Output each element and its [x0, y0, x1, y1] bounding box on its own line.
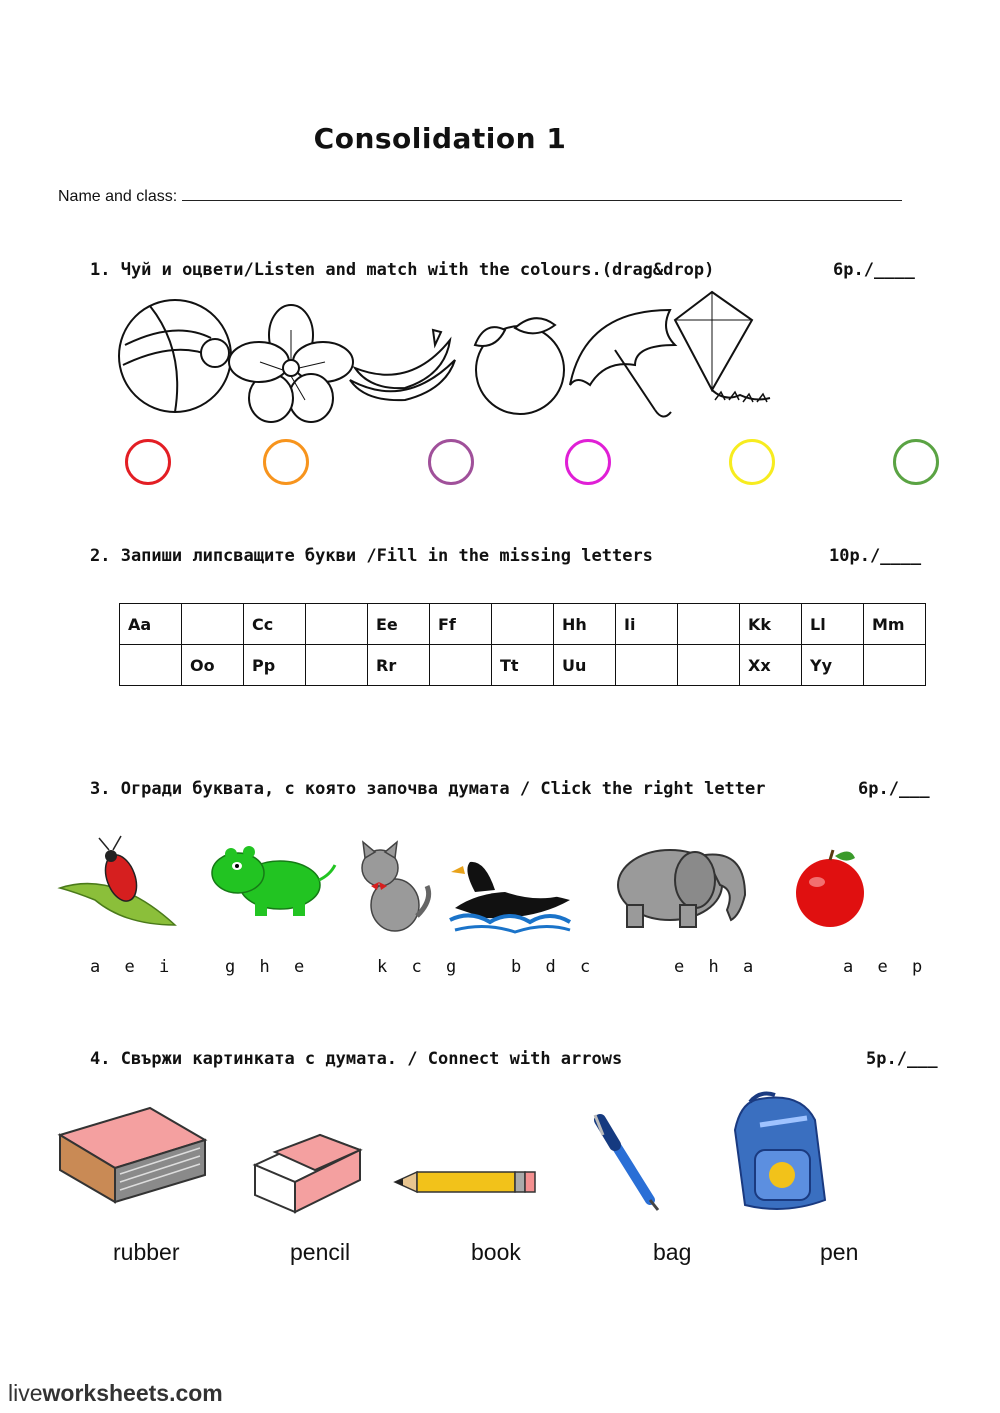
question-4-text: 4. Свържи картинката с думата. / Connect with arrows	[90, 1049, 623, 1069]
letter-blank[interactable]	[678, 604, 740, 645]
letter-cell: Kk	[740, 604, 802, 645]
word-4[interactable]: bag	[653, 1239, 692, 1265]
page-title: Consolidation 1	[313, 122, 567, 155]
word-3[interactable]: book	[471, 1239, 521, 1265]
question-2-text: 2. Запиши липсващите букви /Fill in the missing letters	[90, 546, 653, 566]
color-target-6[interactable]	[893, 439, 939, 485]
choice-group-5[interactable]: e h a	[674, 957, 754, 977]
letter-cell: Ii	[616, 604, 678, 645]
apple-icon	[796, 850, 864, 927]
letter-blank[interactable]	[616, 645, 678, 686]
bananas-icon	[350, 330, 455, 400]
letter-blank[interactable]	[120, 645, 182, 686]
kite-icon	[675, 292, 770, 402]
name-class-label: Name and class:	[58, 188, 178, 205]
question-3-points: 6p./___	[858, 779, 930, 799]
footer-logo	[8, 1380, 223, 1407]
letter-cell: Xx	[740, 645, 802, 686]
color-target-5[interactable]	[729, 439, 775, 485]
word-2[interactable]: pencil	[290, 1239, 351, 1265]
letter-cell: Cc	[244, 604, 306, 645]
choice-group-6[interactable]: a e p	[843, 957, 923, 977]
umbrella-icon	[570, 310, 675, 417]
question-2-points: 10p./____	[829, 546, 922, 566]
word-5[interactable]: pen	[820, 1239, 859, 1265]
letter-cell: Ee	[368, 604, 430, 645]
hippo-icon	[212, 846, 335, 916]
flower-icon	[229, 305, 353, 422]
question-4-pictures	[55, 1090, 845, 1220]
ladybug-icon	[60, 836, 175, 925]
ball-icon	[119, 300, 231, 412]
letter-blank[interactable]	[306, 645, 368, 686]
letter-cell: Hh	[554, 604, 616, 645]
question-1-text: 1. Чуй и оцвети/Listen and match with the colours.(drag&drop)	[90, 260, 715, 280]
alphabet-row-2	[120, 645, 926, 686]
orange-icon	[475, 318, 564, 414]
duck-icon	[450, 862, 570, 932]
letter-cell: Ff	[430, 604, 492, 645]
choice-group-1[interactable]: a e i	[90, 957, 170, 977]
name-class-line	[182, 186, 902, 201]
color-target-4[interactable]	[565, 439, 611, 485]
letter-cell: Yy	[802, 645, 864, 686]
pen-icon	[595, 1115, 658, 1210]
letter-blank[interactable]	[306, 604, 368, 645]
question-4-points: 5p./___	[866, 1049, 938, 1069]
question-1-points: 6p./____	[833, 260, 915, 280]
letter-cell: Ll	[802, 604, 864, 645]
choice-group-2[interactable]: g h e	[225, 957, 305, 977]
color-target-3[interactable]	[428, 439, 474, 485]
alphabet-table	[119, 603, 926, 686]
word-1[interactable]: rubber	[113, 1239, 180, 1265]
elephant-icon	[618, 850, 745, 927]
letter-cell: Aa	[120, 604, 182, 645]
color-target-2[interactable]	[263, 439, 309, 485]
letter-cell: Oo	[182, 645, 244, 686]
choice-group-4[interactable]: b d c	[511, 957, 591, 977]
rubber-icon	[255, 1135, 360, 1212]
alphabet-row-1	[120, 604, 926, 645]
question-3-text: 3. Огради буквата, с която започва думата / Click the right letter	[90, 779, 766, 799]
question-1-pictures	[115, 290, 785, 425]
question-3-pictures	[55, 830, 885, 940]
letter-cell: Pp	[244, 645, 306, 686]
letter-blank[interactable]	[430, 645, 492, 686]
footer-logo-prefix: live	[8, 1380, 43, 1406]
bag-icon	[735, 1094, 825, 1209]
footer-logo-brand: worksheets.com	[42, 1380, 223, 1406]
choice-group-3[interactable]: k c g	[377, 957, 457, 977]
letter-blank[interactable]	[864, 645, 926, 686]
book-icon	[60, 1108, 205, 1202]
letter-cell: Rr	[368, 645, 430, 686]
letter-cell: Mm	[864, 604, 926, 645]
cat-icon	[362, 842, 429, 931]
color-target-1[interactable]	[125, 439, 171, 485]
letter-cell: Uu	[554, 645, 616, 686]
letter-blank[interactable]	[678, 645, 740, 686]
letter-blank[interactable]	[492, 604, 554, 645]
letter-cell: Tt	[492, 645, 554, 686]
letter-blank[interactable]	[182, 604, 244, 645]
pencil-icon	[395, 1172, 535, 1192]
name-class-field[interactable]	[58, 186, 902, 206]
